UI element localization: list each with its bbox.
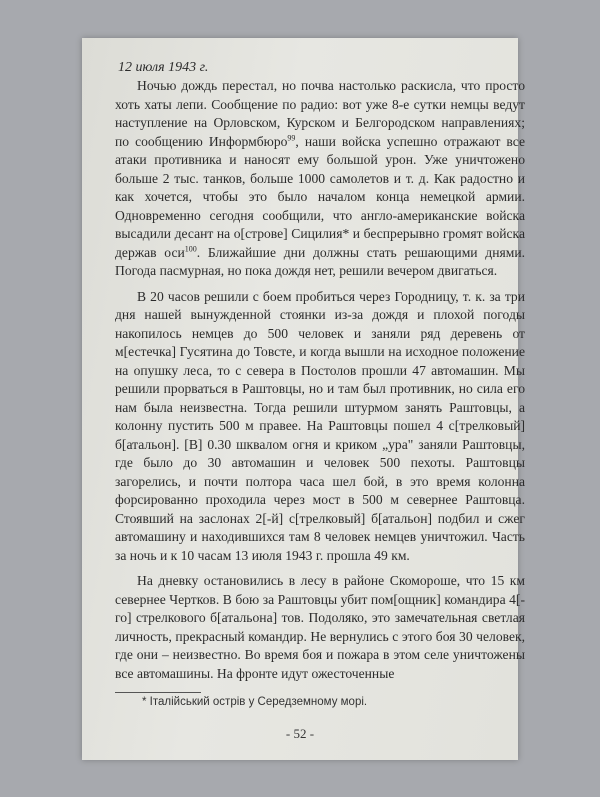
diary-date: 12 июля 1943 г. — [118, 60, 209, 75]
page-number: - 52 - — [285, 726, 315, 741]
page-content — [115, 60, 525, 683]
footnote-ref-99: 99 — [287, 132, 296, 142]
footnote-ref-100: 100 — [184, 243, 197, 253]
paragraph-1-part-3: . Ближайшие дни должны стать решающими днями. Погода пасмурная, но пока дождя нет, решили вечером двигаться. — [115, 244, 526, 278]
paragraph-1-part-1: Ночью дождь перестал, но почва настолько раскисла, что просто хоть хаты лепи. Сообщение по радио: вот уже 8-е сутки немцы ведут наступление на Орловском, Курском и Белгородском направлениях; по сообщению Информбюро — [115, 78, 525, 149]
book-page — [82, 38, 526, 760]
paragraph-2: В 20 часов решили с боем пробиться через Городницу, т. к. за три дня нашей вынужденной стоянки из-за дождя и плохой погоды накопилось немцев до 500 человек и заняли ряд деревень от м[естечка] Гусятина до Товсте, и когда вышли на исходное положение на опушку леса, то с севера в Постолов прошли 47 автомашин. Мы решили прорваться в Раштовцы, но и там был противник, но сила его нам была неизвестна. Тогда решили штурмом занять Раштовцы, а колонну пустить 500 м правее. На Раштовцы пошел 4 с[трелковый] б[атальон]. [В] 0.30 шквалом огня и криком „ура" заняли Раштовцы, где было до 30 автомашин и человек 500 пехоты. Раштовцы загорелись, и почти полтора часа шел бой, в это время колонна форсированно проходила через мост в 500 м севернее Раштовца. Стоявший на заслонах 2[-й] с[трелковый] б[атальон] подбил и сжег автомашину и находившихся там 8 человек немцев уничтожил. Часть за ночь и к 10 часам 13 июля 1943 г. прошла 49 км. — [115, 288, 525, 563]
footnote-divider — [115, 692, 201, 693]
paragraph-1-part-2: , наши войска успешно отражают все атаки противника и наносят ему большой урон. Уже уничтожено больше 2 тыс. танков, больше 1000 самолетов и т. д. Как радостно и как хочется, чтобы это было началом конца немецкой армии. Одновременно сегодня сообщили, что англо-американские войска высадили десант на о[строве] Сицилия* и беспрерывно громят войска держав оси — [115, 133, 525, 260]
paragraph-3: На дневку остановились в лесу в районе Скомороше, что 15 км севернее Чертков. В бою за Раштовцы убит пом[ощник] командира 4[-го] стрелкового б[атальона] тов. Подоляко, это замечательная светлая личность, прекрасный командир. Не вернулись с этого боя 30 человек, где они – неизвестно. Во время боя и пожара в этом селе уничтожены все автомашины. На фронте идут ожесточенные — [115, 573, 525, 681]
footnote: * Італійський острів у Середземному морі. — [142, 696, 368, 708]
paragraph-1 — [115, 77, 525, 281]
